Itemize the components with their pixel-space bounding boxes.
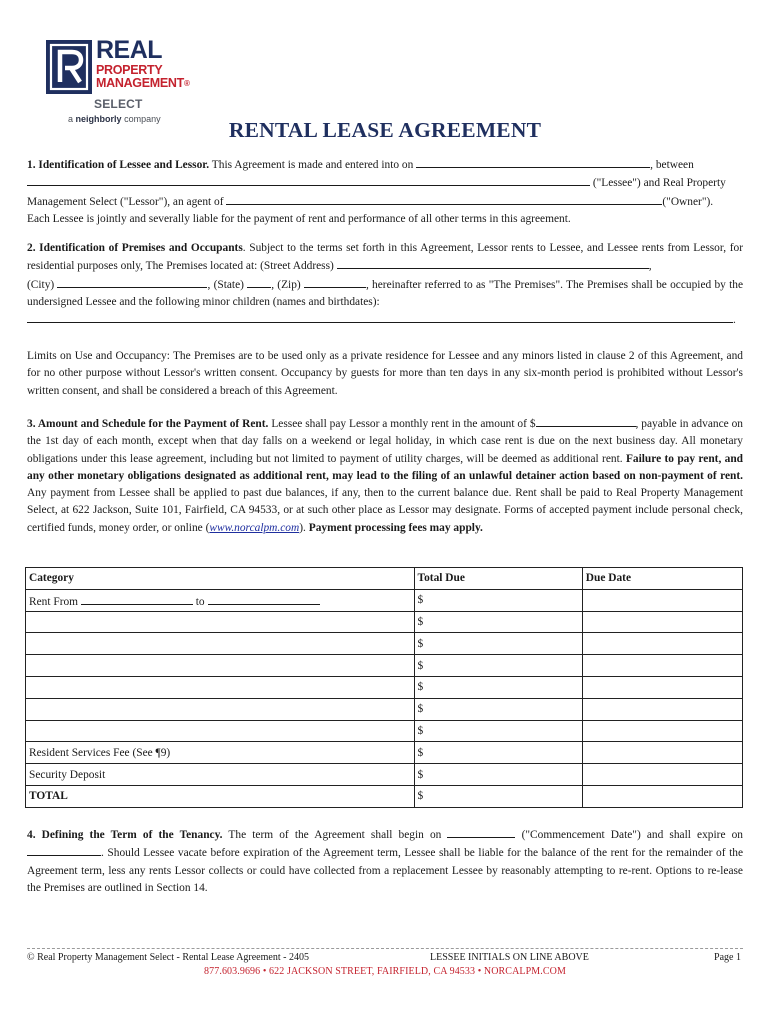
table-row bbox=[26, 720, 743, 742]
logo-registered-mark: ® bbox=[183, 79, 190, 88]
occupants-field[interactable] bbox=[27, 311, 733, 323]
due-date-cell[interactable] bbox=[582, 720, 742, 742]
total-due-cell[interactable]: $ bbox=[414, 655, 582, 677]
due-date-cell[interactable] bbox=[582, 655, 742, 677]
rent-to-field[interactable] bbox=[208, 593, 320, 605]
header-category-label: Category bbox=[29, 572, 74, 585]
table-row bbox=[26, 655, 743, 677]
logo-brand-real: REAL bbox=[96, 36, 163, 64]
due-date-cell[interactable] bbox=[582, 785, 742, 807]
total-due-cell[interactable]: $ bbox=[414, 785, 582, 807]
total-due-cell[interactable]: $ bbox=[414, 676, 582, 698]
section-2-text: , hereinafter referred to as "The Premises". The Premises shall be occupied by the undersigned Lessee and the following minor children (names and birthdates): bbox=[27, 278, 744, 308]
section-1-text: ("Lessee") and Real Property bbox=[590, 177, 726, 190]
header-total-due-label: Total Due bbox=[417, 572, 465, 585]
total-due-cell[interactable]: $ bbox=[414, 633, 582, 655]
section-3-fees-notice: Payment processing fees may apply. bbox=[308, 521, 483, 534]
logo-brand-select: SELECT bbox=[94, 97, 143, 111]
rent-to-label: to bbox=[195, 595, 205, 608]
due-date-cell[interactable] bbox=[582, 698, 742, 720]
header-due-date bbox=[582, 568, 742, 590]
agreement-date-field[interactable] bbox=[416, 156, 650, 168]
rent-from-field[interactable] bbox=[81, 593, 193, 605]
section-3-text: ). bbox=[299, 521, 309, 534]
total-due-cell[interactable]: $ bbox=[414, 589, 582, 611]
header-due-date-label: Due Date bbox=[585, 572, 632, 585]
company-logo bbox=[44, 38, 204, 130]
section-3-text: Lessee shall pay Lessor a monthly rent in the amount of $ bbox=[268, 418, 536, 430]
total-due-cell[interactable]: $ bbox=[414, 698, 582, 720]
section-1-text: Management Select ("Lessor"), an agent of bbox=[27, 195, 227, 208]
section-2-text: . Subject to the terms set forth in this Agreement, Lessor rents to Lessee, and Lessee rents from Lessor, for residential purposes only, The Premises located at: (Street Address) bbox=[27, 242, 743, 273]
street-address-field[interactable] bbox=[337, 257, 649, 269]
website-link[interactable]: www.norcalpm.com bbox=[209, 521, 300, 534]
table-row bbox=[26, 764, 743, 786]
table-row bbox=[26, 742, 743, 764]
section-1-text: , between bbox=[650, 159, 694, 171]
logo-brand-management: MANAGEMENT bbox=[96, 76, 184, 90]
section-2-premises bbox=[27, 240, 743, 329]
rent-period-cell[interactable] bbox=[26, 589, 415, 611]
resident-services-fee-cell: Resident Services Fee (See ¶9) bbox=[26, 742, 415, 764]
category-cell[interactable] bbox=[26, 676, 415, 698]
section-4-term bbox=[27, 826, 743, 897]
header-category bbox=[26, 568, 415, 590]
section-3-heading: 3. Amount and Schedule for the Payment of Rent. bbox=[27, 418, 269, 430]
monthly-rent-field[interactable] bbox=[536, 415, 636, 427]
category-cell[interactable] bbox=[26, 698, 415, 720]
due-date-cell[interactable] bbox=[582, 611, 742, 633]
section-1-identification bbox=[27, 156, 743, 228]
footer-initials-note: LESSEE INITIALS ON LINE ABOVE bbox=[430, 952, 589, 963]
rent-from-label: Rent From bbox=[29, 595, 79, 608]
section-1-text: This Agreement is made and entered into on bbox=[209, 159, 417, 171]
section-3-bold-notice: Failure to pay rent, and any other monetary obligations designated as additional rent, may lead to the filing of an unlawful detainer action based on non-payment of rent. bbox=[27, 452, 743, 482]
expiration-date-field[interactable] bbox=[27, 844, 101, 856]
category-cell[interactable] bbox=[26, 720, 415, 742]
section-2-text: , (State) bbox=[207, 278, 248, 291]
table-row bbox=[26, 611, 743, 633]
header-total-due bbox=[414, 568, 582, 590]
section-4-text: . Should Lessee vacate before expiration of the Agreement term, Lessee shall be liable for the balance of the rent for the remainder of the Agreement term, less any rents Lessor collects or could have collected from a replacement Lessee by reasonably attempting to re-rent. Options to re-lease the Premises are outlined in Section 14. bbox=[27, 847, 743, 894]
category-cell[interactable] bbox=[26, 633, 415, 655]
state-field[interactable] bbox=[247, 276, 271, 288]
section-3-text: , payable in advance on the 1st day of each month, except when that day falls on a weekend or legal holiday, in which case rent is due on the next business day. All monetary obligations under this lease agreement, including but not limited to payment of utility charges, will be deemed as additional rent. bbox=[27, 418, 743, 465]
table-row bbox=[26, 676, 743, 698]
table-row bbox=[26, 589, 743, 611]
section-1-text: Each Lessee is jointly and severally liable for the payment of rent and performance of all other terms in this agreement. bbox=[27, 212, 571, 225]
payment-schedule-table bbox=[25, 567, 743, 808]
logo-brand-property: PROPERTY bbox=[96, 63, 163, 77]
section-3-text: Any payment from Lessee shall be applied to past due balances, if any, then to the current balance due. Rent shall be paid to Real Property Management Select, at 622 Jackson, Suite 101, Fairfield, CA 94533, or at such other place as Lessor may designate. Forms of accepted payment include personal check, certified funds, money order, or online ( bbox=[27, 487, 743, 534]
section-4-heading: 4. Defining the Term of the Tenancy. bbox=[27, 829, 223, 841]
logo-tagline-brand: neighborly bbox=[75, 114, 122, 124]
due-date-cell[interactable] bbox=[582, 633, 742, 655]
due-date-cell[interactable] bbox=[582, 742, 742, 764]
total-due-cell[interactable]: $ bbox=[414, 611, 582, 633]
security-deposit-cell: Security Deposit bbox=[26, 764, 415, 786]
table-header-row bbox=[26, 568, 743, 590]
section-2-text: , (Zip) bbox=[271, 278, 304, 291]
table-row bbox=[26, 633, 743, 655]
lessee-name-field[interactable] bbox=[27, 174, 590, 186]
logo-tagline-suffix: company bbox=[124, 114, 161, 124]
footer-divider bbox=[27, 948, 743, 949]
footer-address: 877.603.9696 • 622 JACKSON STREET, FAIRFIELD, CA 94533 • NORCALPM.COM bbox=[204, 966, 566, 977]
logo-r-mark-icon bbox=[46, 40, 92, 94]
section-4-text: ("Commencement Date") and shall expire on bbox=[515, 829, 743, 841]
section-3-rent-payment bbox=[27, 415, 743, 537]
section-1-text: ("Owner"). bbox=[662, 195, 714, 208]
section-2-text: , bbox=[648, 260, 652, 273]
footer-copyright: © Real Property Management Select - Rental Lease Agreement - 2405 bbox=[27, 952, 309, 963]
zip-field[interactable] bbox=[304, 276, 366, 288]
table-total-row bbox=[26, 785, 743, 807]
due-date-cell[interactable] bbox=[582, 589, 742, 611]
commencement-date-field[interactable] bbox=[447, 826, 515, 838]
total-label-cell bbox=[26, 785, 415, 807]
section-2-text: (City) bbox=[27, 278, 58, 291]
total-label: TOTAL bbox=[29, 790, 68, 803]
due-date-cell[interactable] bbox=[582, 764, 742, 786]
logo-brand-pm bbox=[96, 64, 190, 90]
city-field[interactable] bbox=[57, 276, 207, 288]
total-due-cell[interactable]: $ bbox=[414, 720, 582, 742]
logo-tagline-prefix: a bbox=[68, 114, 74, 124]
owner-name-field[interactable] bbox=[226, 193, 662, 205]
logo-brand-management-wrap bbox=[96, 77, 190, 90]
section-1-heading: 1. Identification of Lessee and Lessor. bbox=[27, 159, 210, 171]
table-row bbox=[26, 698, 743, 720]
footer-page-number: Page 1 bbox=[714, 952, 741, 963]
limits-on-use-paragraph: Limits on Use and Occupancy: The Premises are to be used only as a private residence for Lessee and any minors listed in clause 2 of this Agreement, and for no other purpose without Lessor's written consent. Occupancy by guests for more than ten days in any six-month period is prohibited without Lessor's written consent, and shall be considered a breach of this Agreement. bbox=[27, 350, 743, 397]
category-cell[interactable] bbox=[26, 611, 415, 633]
section-2-text: . bbox=[733, 314, 736, 327]
section-2-heading: 2. Identification of Premises and Occupants bbox=[27, 242, 243, 254]
category-cell[interactable] bbox=[26, 655, 415, 677]
section-4-text: The term of the Agreement shall begin on bbox=[222, 829, 448, 841]
total-due-cell[interactable]: $ bbox=[414, 742, 582, 764]
total-due-cell[interactable]: $ bbox=[414, 764, 582, 786]
due-date-cell[interactable] bbox=[582, 676, 742, 698]
document-title: RENTAL LEASE AGREEMENT bbox=[228, 118, 542, 142]
